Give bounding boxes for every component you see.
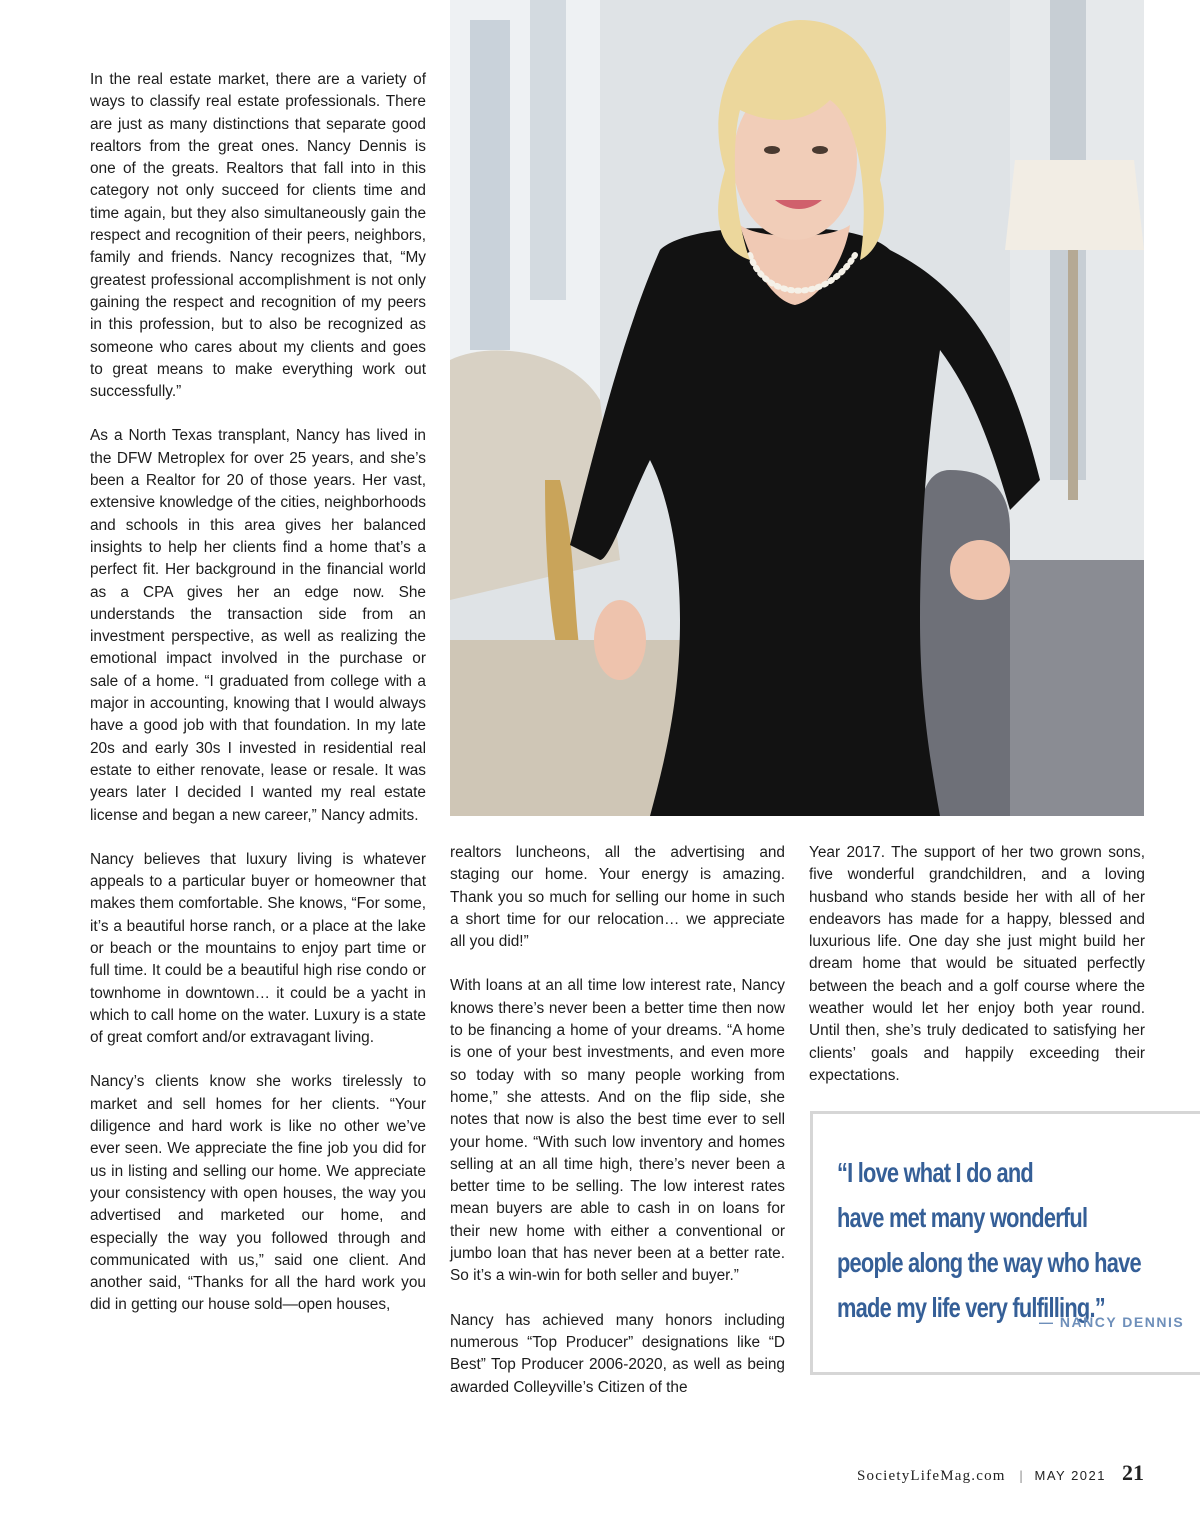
paragraph: Nancy has achieved many honors including numerous “Top Producer” designations like “D Best” Top Producer 2006-2020, as well as being awarded Colleyville’s Citizen of the: [450, 1311, 785, 1396]
pull-quote-attribution: — NANCY DENNIS: [1039, 1314, 1185, 1330]
page-footer: [857, 1460, 1144, 1486]
paragraph: In the real estate market, there are a variety of ways to classify real estate professionals. There are just as many distinctions that separate good realtors from the great ones. Nancy Dennis is one of the greats. Realtors that fall into in this category not only succeed for clients time and time again, but they also simultaneously gain the respect and recognition of their peers, neighbors, family and friends. Nancy recognizes that, “My greatest professional accomplishment is not only gaining the respect and recognition of my peers in this profession, but to also be recognized as someone who cares about my clients and goes to great means to make everything work out successfully.”: [90, 71, 426, 401]
portrait-photo: [450, 0, 1144, 816]
article-column-2: [450, 842, 785, 1399]
page-number: 21: [1122, 1460, 1144, 1485]
pull-quote-line: “I love what I do and: [837, 1157, 1033, 1188]
footer-issue-date: MAY 2021: [1034, 1468, 1106, 1483]
pull-quote-line: people along the way who have: [837, 1247, 1141, 1278]
pull-quote-line: have met many wonderful: [837, 1202, 1088, 1233]
footer-website: SocietyLifeMag.com: [857, 1468, 1006, 1484]
paragraph: Year 2017. The support of her two grown sons, five wonderful grandchildren, and a loving husband who stands beside her with all of her endeavors has made for a happy, blessed and luxurious life. One day she just might build her dream home that would be situated perfectly between the beach and a golf course where the weather would let her enjoy both year round. Until then, she’s truly dedicated to satisfying her clients’ goals and happily exceeding their expectations.: [809, 844, 1145, 1084]
paragraph: Nancy’s clients know she works tirelessly to market and sell homes for her clients. “Your diligence and hard work is like no other we’ve ever seen. We appreciate the fine job you did for us in listing and selling our home. We appreciate your consistency with open houses, the way you advertised and marketed our home, and especially the way you followed through and communicated with us,” said one client. And another said, “Thanks for all the hard work you did in getting our house sold—open houses,: [90, 1073, 426, 1314]
paragraph: As a North Texas transplant, Nancy has lived in the DFW Metroplex for over 25 years, and she’s been a Realtor for 20 of those years. Her vast, extensive knowledge of the cities, neighborhoods and schools in this area gives her balanced insights to help her clients find a home that’s a perfect fit. Her background in the financial world as a CPA gives her an edge now. She understands the transaction side from an investment perspective, as well as realizing the emotional impact involved in the purchase or sale of a home. “I graduated from college with a major in accounting, knowing that I would always have a good job with that foundation. In my late 20s and early 30s I invested in residential real estate to either renovate, lease or resale. It was years later I decided I wanted my real estate license and began a new career,” Nancy admits.: [90, 427, 426, 824]
article-column-1: [90, 69, 426, 1317]
article-column-3: [809, 842, 1145, 1087]
pull-quote-line: made my life very fulfilling.”: [837, 1292, 1105, 1323]
paragraph: realtors luncheons, all the advertising and staging our home. Your energy is amazing. Thank you so much for selling our home in such a short time for our relocation… we appreciate all you did!”: [450, 844, 785, 951]
paragraph: With loans at an all time low interest rate, Nancy knows there’s never been a better time then now to be financing a home of your dreams. “A home is one of your best investments, and even more so today with so many people working from home,” she attests. And on the flip side, she notes that now is also the best time ever to sell your home. “With such low inventory and homes selling at an all time high, there’s never been a better time to be selling. The low interest rates mean buyers are able to cash in on loans for their new home with either a conventional or jumbo loan that has never been at a better rate. So it’s a win-win for both seller and buyer.”: [450, 977, 785, 1285]
portrait-illustration: [450, 0, 1144, 816]
pull-quote-text: [837, 1150, 1172, 1330]
paragraph: Nancy believes that luxury living is whatever appeals to a particular buyer or homeowner that makes them comfortable. She knows, “For some, it’s a beautiful horse ranch, or a place at the lake or beach or the mountains to enjoy part time or full time. It could be a beautiful high rise condo or townhome in downtown… it could be a yacht in which to call home on the water. Luxury is a state of great comfort and/or extravagant living.: [90, 850, 426, 1047]
pull-quote-box: [810, 1111, 1200, 1375]
footer-separator: |: [1019, 1469, 1023, 1484]
